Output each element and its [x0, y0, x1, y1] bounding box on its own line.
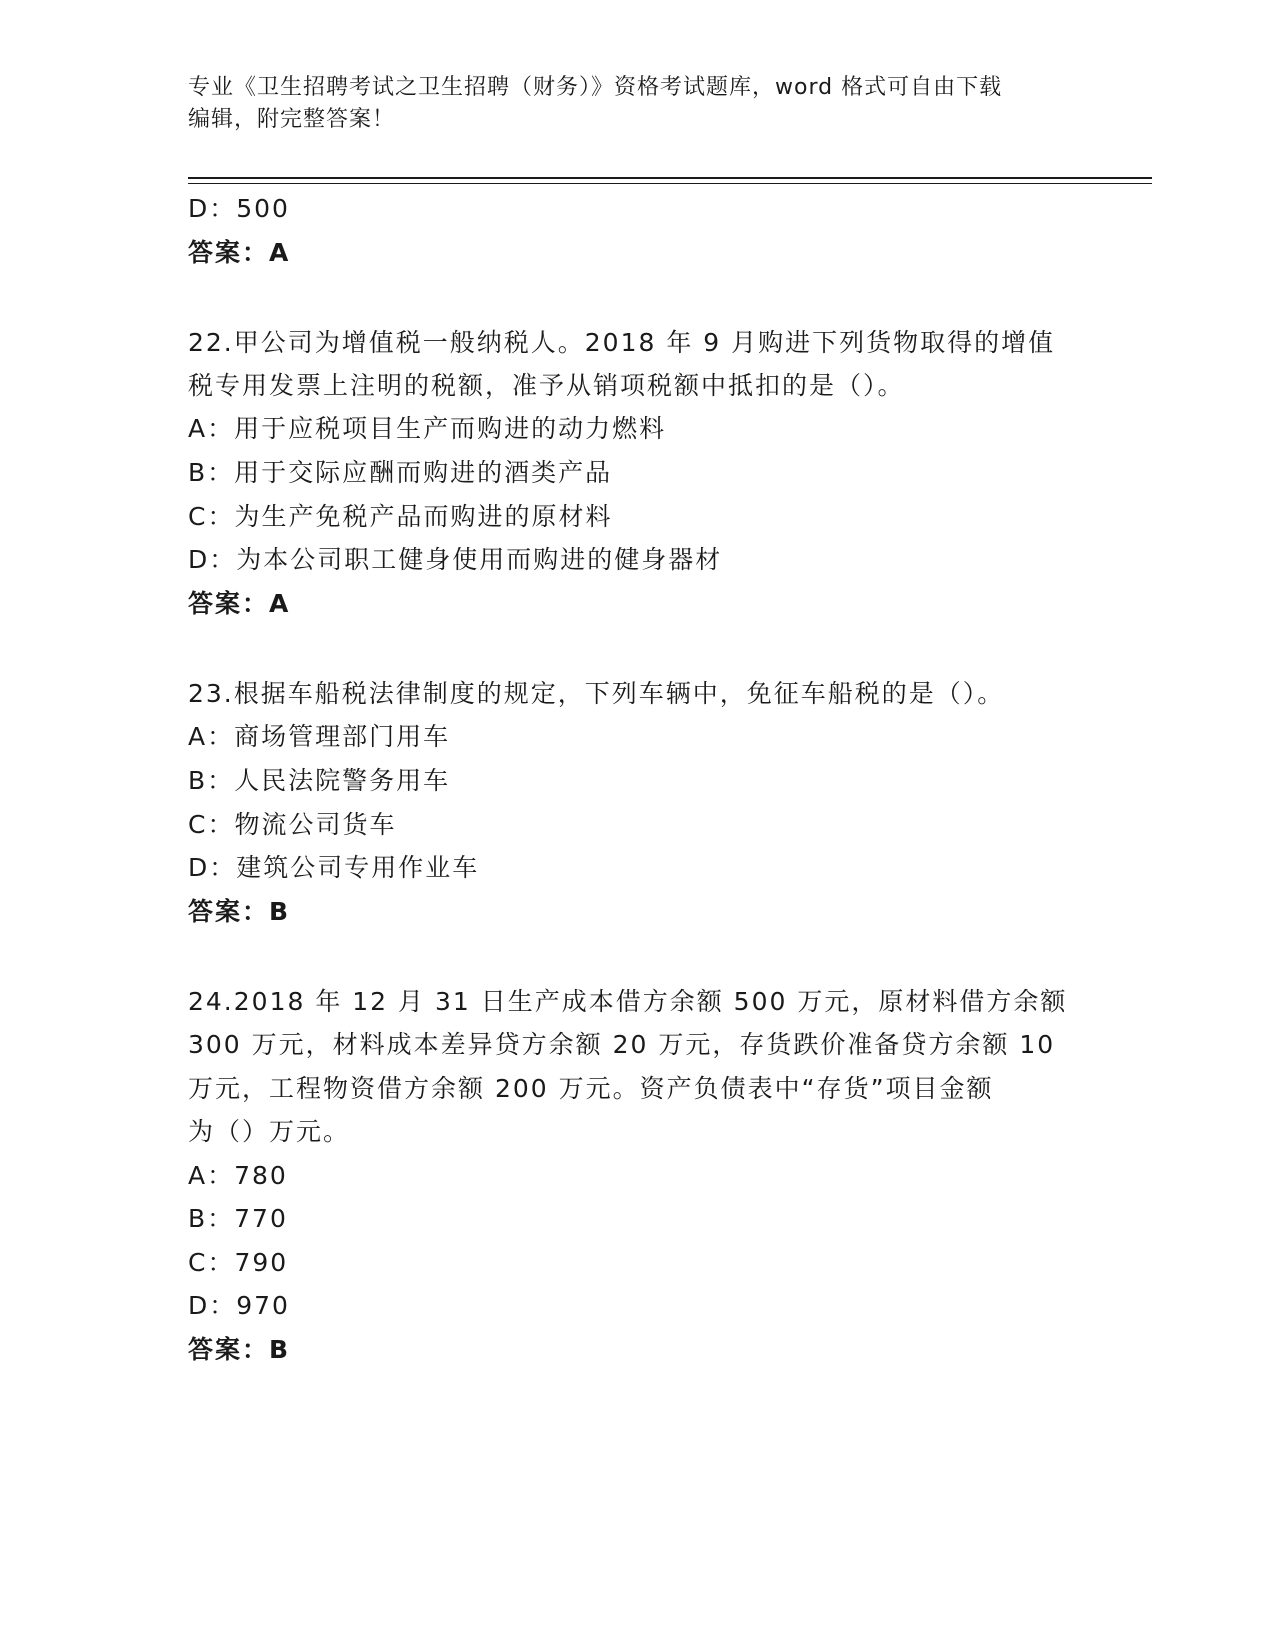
- q24-option-d: D：970: [188, 1291, 290, 1320]
- q24-stem-line-4: 为（）万元。: [188, 1117, 351, 1146]
- q23-option-b: B：人民法院警务用车: [188, 766, 451, 795]
- q24-option-c: C：790: [188, 1248, 289, 1277]
- q22-answer: 答案：A: [188, 589, 291, 618]
- q23-answer: 答案：B: [188, 897, 291, 926]
- header-line-1: 专业《卫生招聘考试之卫生招聘（财务）》资格考试题库，word 格式可自由下载: [188, 75, 1003, 100]
- q24-stem-line-2: 300 万元，材料成本差异贷方余额 20 万元，存货跌价准备贷方余额 10: [188, 1030, 1056, 1059]
- q23-option-c: C：物流公司货车: [188, 810, 397, 839]
- q22-stem-line-1: 22.甲公司为增值税一般纳税人。2018 年 9 月购进下列货物取得的增值: [188, 328, 1056, 357]
- q24-stem-line-3: 万元，工程物资借方余额 200 万元。资产负债表中“存货”项目金额: [188, 1074, 994, 1103]
- q22-option-b: B：用于交际应酬而购进的酒类产品: [188, 458, 613, 487]
- header-rule-thick: [188, 177, 1152, 179]
- q24-option-b: B：770: [188, 1204, 288, 1233]
- q22-option-d: D：为本公司职工健身使用而购进的健身器材: [188, 545, 723, 574]
- q23-option-d: D：建筑公司专用作业车: [188, 853, 480, 882]
- prev-option-d: D：500: [188, 194, 290, 223]
- header-rule-thin: [188, 183, 1152, 184]
- q24-answer: 答案：B: [188, 1335, 291, 1364]
- q24-option-a: A：780: [188, 1161, 288, 1190]
- header-line-2: 编辑，附完整答案！: [188, 107, 396, 132]
- q22-stem-line-2: 税专用发票上注明的税额，准予从销项税额中抵扣的是（）。: [188, 371, 905, 400]
- q22-option-a: A：用于应税项目生产而购进的动力燃料: [188, 414, 667, 443]
- document-header: [188, 72, 1068, 136]
- q23-stem-line-1: 23.根据车船税法律制度的规定，下列车辆中，免征车船税的是（）。: [188, 679, 1005, 708]
- prev-answer: 答案：A: [188, 238, 291, 267]
- q24-stem-line-1: 24.2018 年 12 月 31 日生产成本借方余额 500 万元，原材料借方余额: [188, 987, 1068, 1016]
- q22-option-c: C：为生产免税产品而购进的原材料: [188, 502, 613, 531]
- q23-option-a: A：商场管理部门用车: [188, 722, 451, 751]
